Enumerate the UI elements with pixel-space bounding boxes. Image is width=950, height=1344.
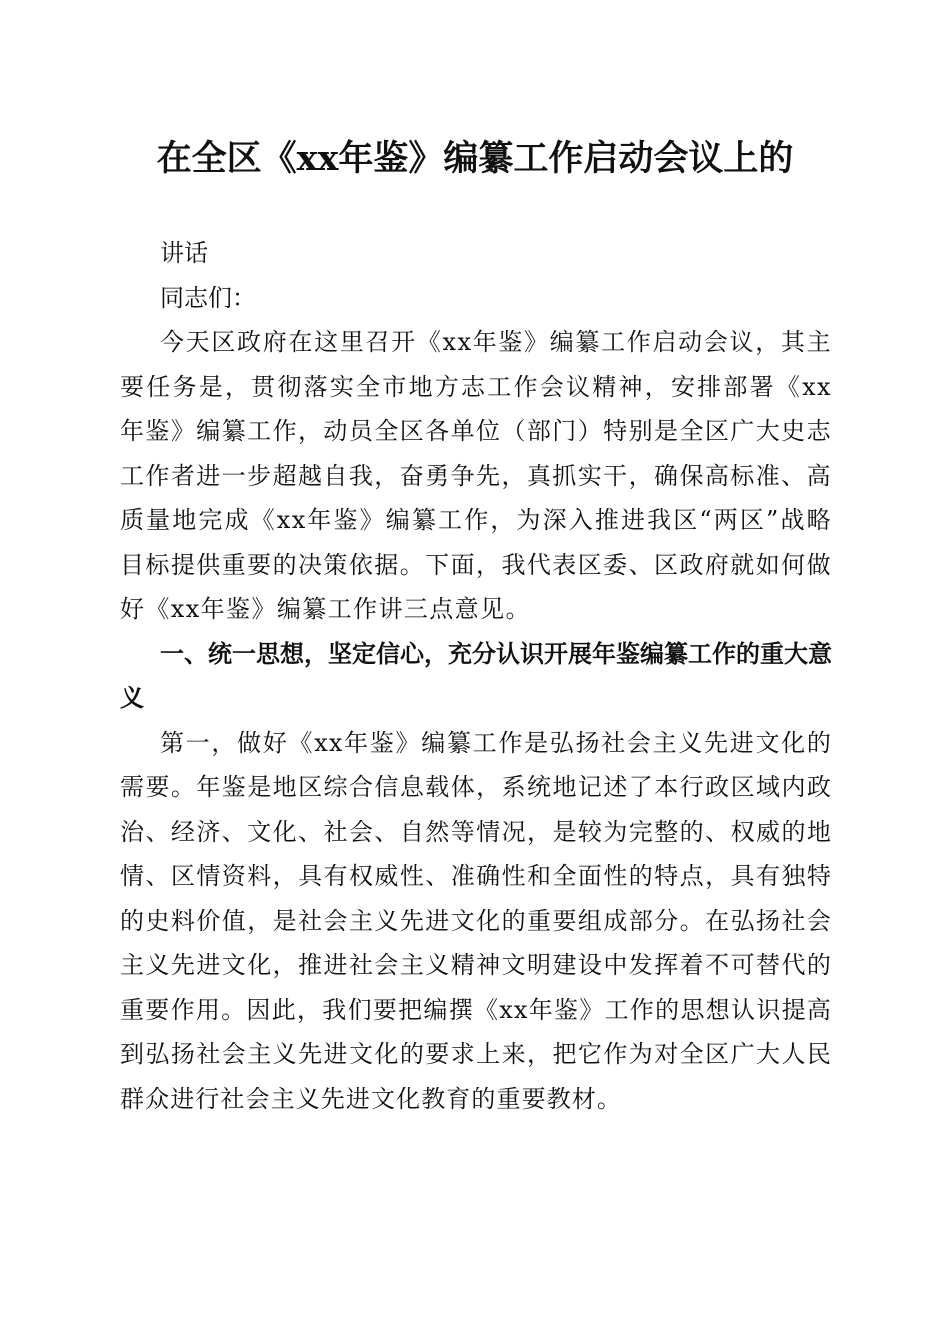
section-heading: 一、统一思想，坚定信心，充分认识开展年鉴编纂工作的重大意义	[120, 639, 832, 712]
salutation: 同志们：	[160, 283, 256, 312]
document-body	[120, 231, 832, 1121]
intro-paragraph: 今天区政府在这里召开《xx年鉴》编纂工作启动会议，其主要任务是，贯彻落实全市地方志工作会议精神，安排部署《xx年鉴》编纂工作，动员全区各单位（部门）特别是全区广大史志工作者进一步超越自我，奋勇争先，真抓实干，确保高标准、高质量地完成《xx年鉴》编纂工作，为深入推进我区“两区”战略目标提供重要的决策依据。下面，我代表区委、区政府就如何做好《xx年鉴》编纂工作讲三点意见。	[120, 328, 832, 623]
document-title: 在全区《xx年鉴》编纂工作启动会议上的	[156, 138, 794, 179]
section-paragraph: 第一，做好《xx年鉴》编纂工作是弘扬社会主义先进文化的需要。年鉴是地区综合信息载体，系统地记述了本行政区域内政治、经济、文化、社会、自然等情况，是较为完整的、权威的地情、区情资料，具有权威性、准确性和全面性的特点，具有独特的史料价值，是社会主义先进文化的重要组成部分。在弘扬社会主义先进文化，推进社会主义精神文明建设中发挥着不可替代的重要作用。因此，我们要把编撰《xx年鉴》工作的思想认识提高到弘扬社会主义先进文化的要求上来，把它作为对全区广大人民群众进行社会主义先进文化教育的重要教材。	[120, 728, 832, 1113]
document-subtitle: 讲话	[160, 239, 208, 267]
